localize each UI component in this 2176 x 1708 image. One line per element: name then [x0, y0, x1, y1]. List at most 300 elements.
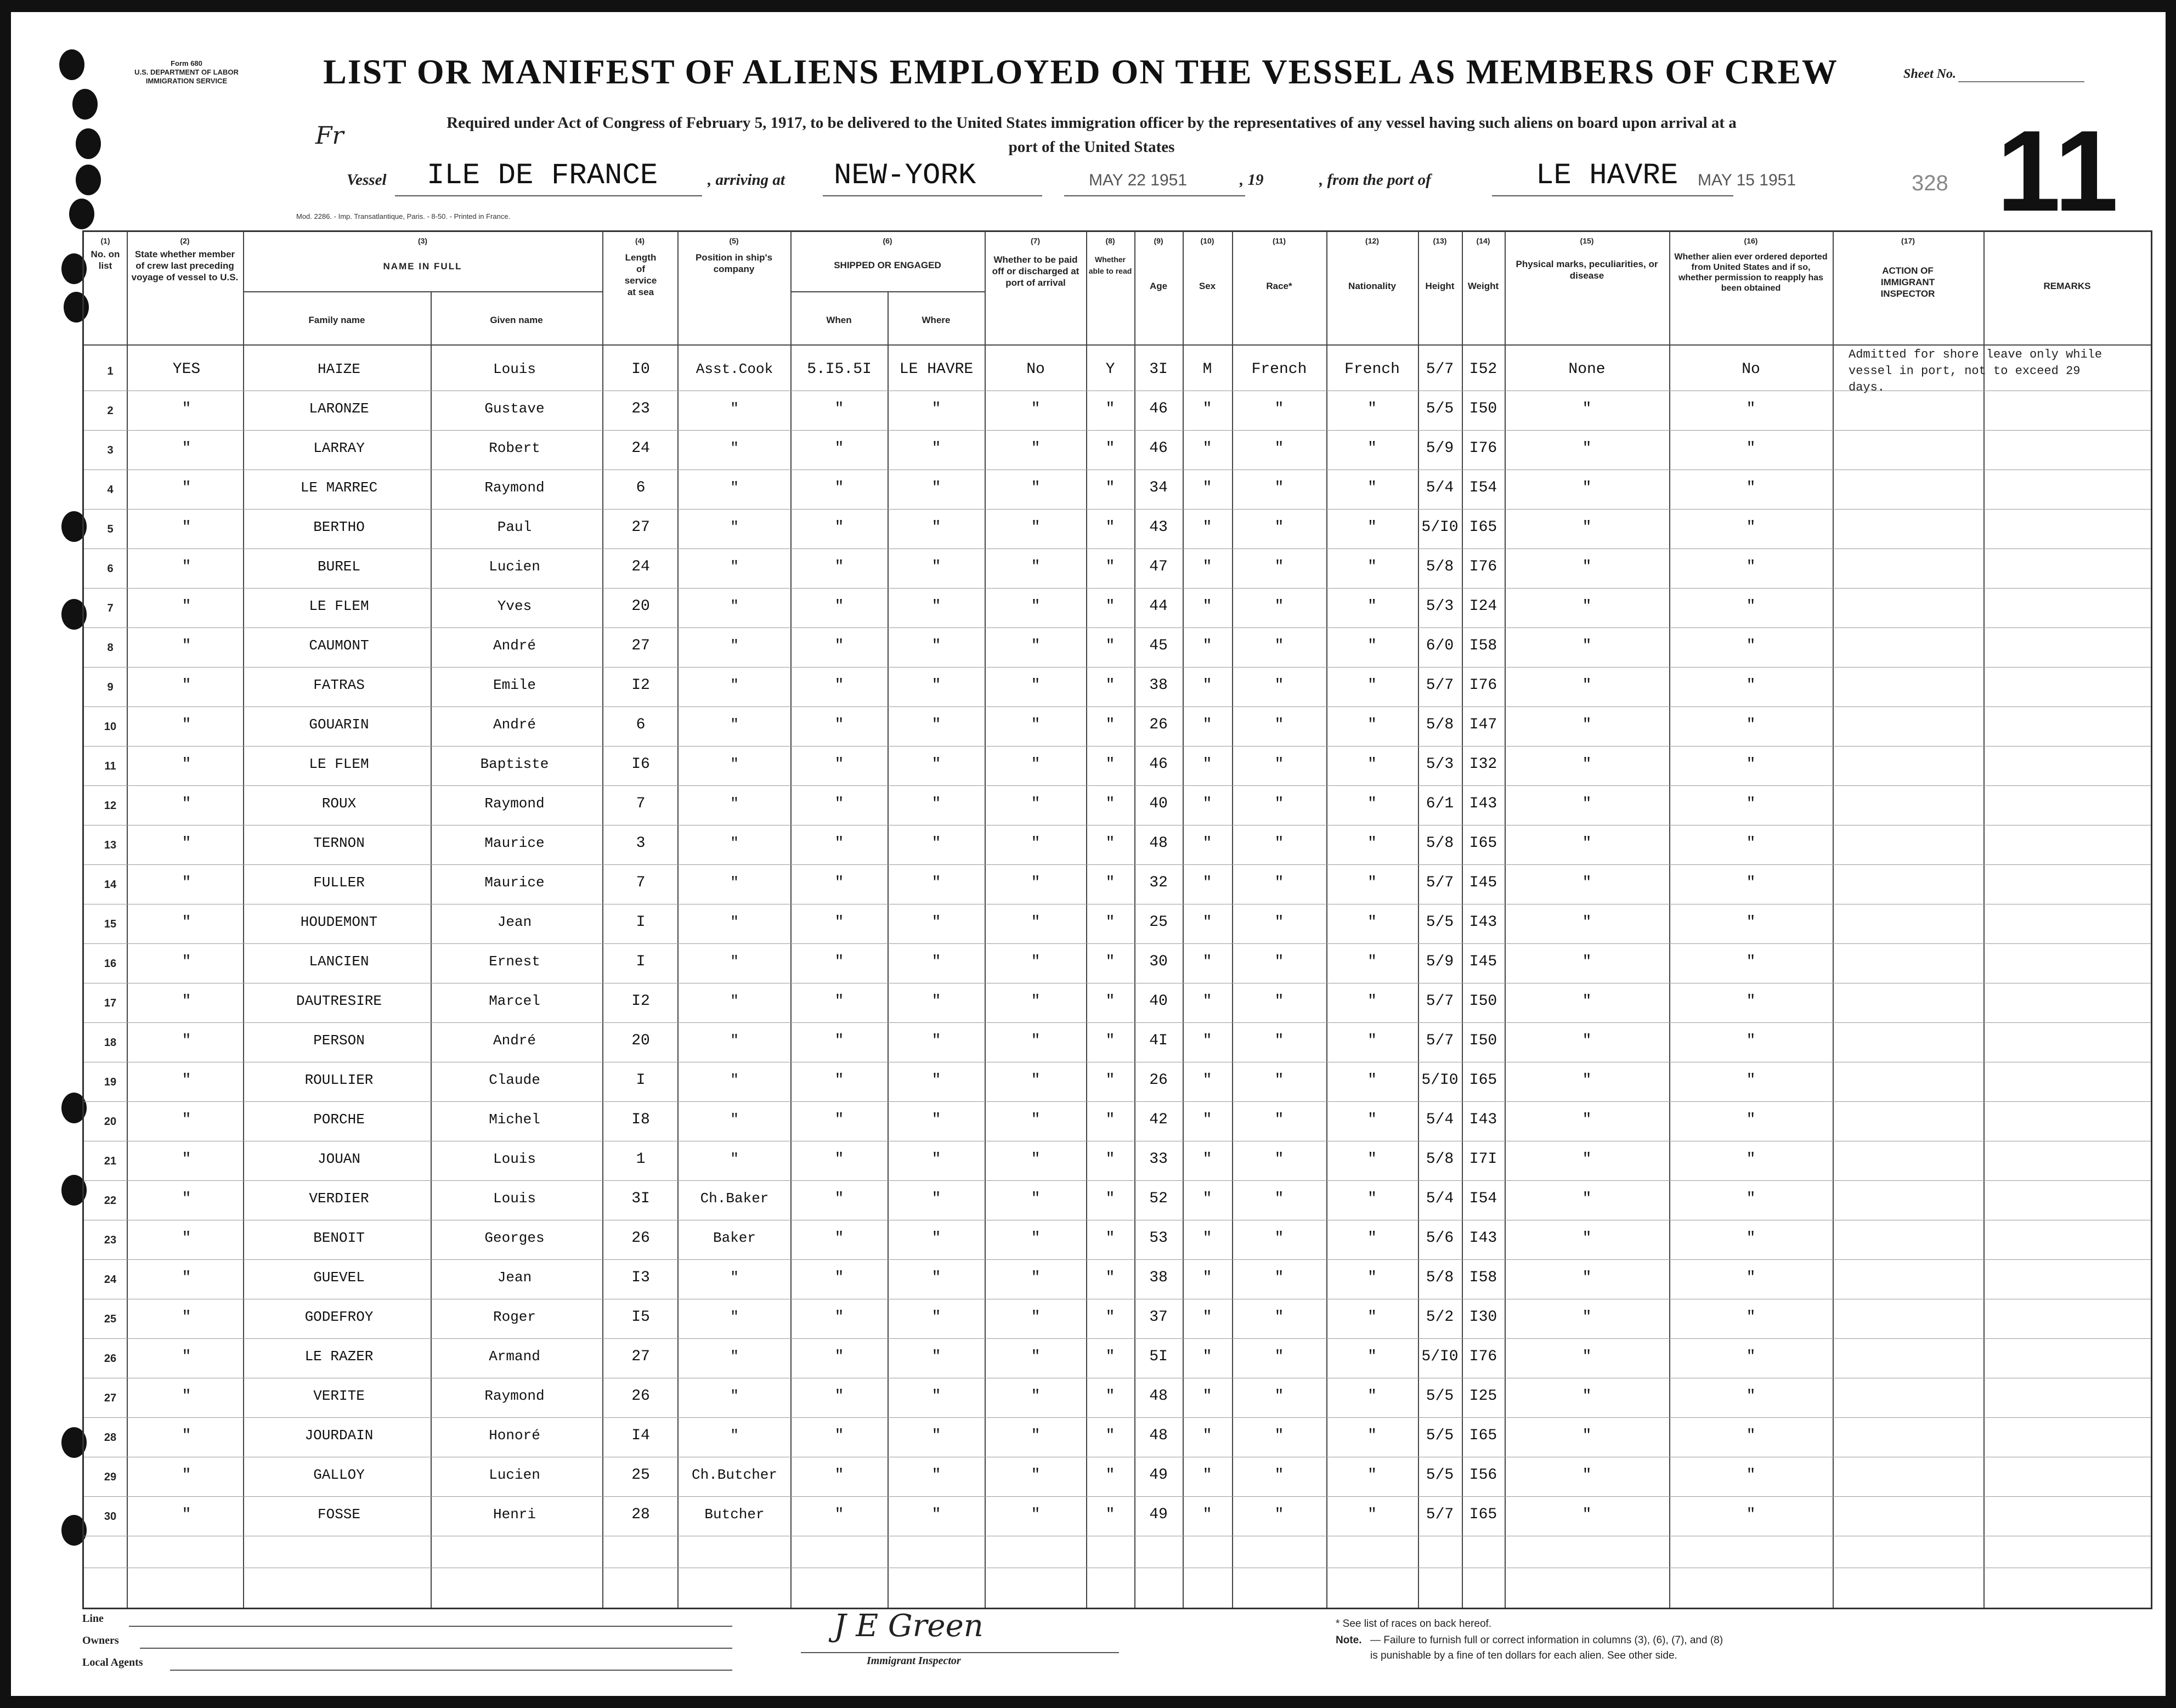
- height-cell: 5/9: [1426, 440, 1454, 457]
- height-cell: 5/I0: [1421, 519, 1459, 536]
- service-cell: I3: [631, 1269, 650, 1286]
- given-name-cell: André: [493, 637, 536, 654]
- position-cell: ": [730, 1072, 739, 1088]
- row-number-cell: 11: [104, 760, 116, 772]
- deported-cell: ": [1746, 1032, 1756, 1049]
- age-cell: 38: [1149, 1269, 1168, 1286]
- given-name-cell: Honoré: [489, 1427, 540, 1444]
- height-cell: 5/3: [1426, 598, 1454, 615]
- header-bottom-rule: [84, 344, 2151, 346]
- weight-cell: I65: [1469, 1427, 1497, 1444]
- nationality-cell: ": [1367, 914, 1377, 931]
- paid-off-cell: ": [1031, 1032, 1041, 1049]
- race-cell: ": [1274, 1230, 1284, 1247]
- service-cell: 25: [631, 1467, 650, 1484]
- sex-cell: ": [1202, 1151, 1212, 1168]
- family-name-cell: LANCIEN: [309, 953, 369, 970]
- sex-cell: M: [1202, 361, 1212, 378]
- sex-cell: ": [1202, 795, 1212, 812]
- position-cell: ": [730, 1032, 739, 1049]
- read-cell: ": [1105, 1072, 1115, 1089]
- read-cell: ": [1105, 637, 1115, 654]
- prev-voyage-cell: ": [182, 479, 191, 496]
- row-number-cell: 22: [104, 1195, 117, 1207]
- race-cell: ": [1274, 953, 1284, 970]
- physical-marks-cell: None: [1568, 361, 1606, 378]
- punch-hole: [76, 165, 101, 195]
- shipped-when-cell: ": [834, 953, 844, 970]
- col-num-7: (7): [1030, 236, 1041, 245]
- physical-marks-cell: ": [1582, 440, 1592, 457]
- paid-off-cell: ": [1031, 519, 1041, 536]
- service-cell: 27: [631, 1348, 650, 1365]
- col-head-height: Height: [1425, 281, 1455, 291]
- given-name-cell: André: [493, 1032, 536, 1049]
- height-cell: 5/7: [1426, 361, 1454, 378]
- col-num-10: (10): [1200, 236, 1214, 245]
- race-cell: ": [1274, 1388, 1284, 1405]
- shipped-when-cell: ": [834, 1309, 844, 1326]
- race-cell: ": [1274, 1269, 1284, 1286]
- service-cell: I: [636, 953, 646, 970]
- row-rule: [84, 548, 2151, 549]
- family-name-cell: LARONZE: [309, 400, 369, 417]
- position-cell: ": [730, 1427, 739, 1444]
- read-cell: ": [1105, 1151, 1115, 1168]
- height-cell: 5/5: [1426, 400, 1454, 417]
- read-cell: ": [1105, 1190, 1115, 1207]
- weight-cell: I50: [1469, 993, 1497, 1010]
- sex-cell: ": [1202, 756, 1212, 773]
- age-cell: 48: [1149, 835, 1168, 852]
- row-number-cell: 27: [104, 1392, 117, 1404]
- physical-marks-cell: ": [1582, 1388, 1592, 1405]
- family-name-cell: GODEFROY: [304, 1309, 374, 1325]
- sex-cell: ": [1202, 637, 1212, 654]
- age-cell: 38: [1149, 677, 1168, 694]
- prev-voyage-cell: ": [182, 914, 191, 931]
- deported-cell: ": [1746, 1190, 1756, 1207]
- height-cell: 5/5: [1426, 1467, 1454, 1484]
- nationality-cell: ": [1367, 1190, 1377, 1207]
- family-name-cell: VERDIER: [309, 1190, 369, 1207]
- physical-marks-cell: ": [1582, 914, 1592, 931]
- race-cell: ": [1274, 1032, 1284, 1049]
- prev-voyage-cell: ": [182, 1309, 191, 1326]
- col-num-2: (2): [180, 236, 190, 245]
- name-subheader-rule: [243, 291, 602, 292]
- shipped-when-cell: ": [834, 1269, 844, 1286]
- service-cell: I: [636, 914, 646, 931]
- race-cell: ": [1274, 1427, 1284, 1444]
- physical-marks-cell: ": [1582, 1111, 1592, 1128]
- row-number-cell: 6: [107, 563, 114, 575]
- column-rule: [431, 291, 432, 1608]
- shipped-where-cell: ": [931, 1388, 941, 1405]
- age-cell: 45: [1149, 637, 1168, 654]
- weight-cell: I24: [1469, 598, 1497, 615]
- shipped-when-cell: ": [834, 1348, 844, 1365]
- read-cell: ": [1105, 677, 1115, 694]
- prev-voyage-cell: ": [182, 400, 191, 417]
- given-name-cell: Maurice: [484, 874, 545, 891]
- line-underline: [129, 1626, 732, 1627]
- shipped-when-cell: ": [834, 1230, 844, 1247]
- prev-voyage-cell: ": [182, 637, 191, 654]
- shipped-where-cell: ": [931, 1032, 941, 1049]
- manifest-title: LIST OR MANIFEST OF ALIENS EMPLOYED ON THE VESSEL AS MEMBERS OF CREW: [323, 52, 1838, 91]
- shipped-where-cell: ": [931, 1427, 941, 1444]
- shipped-when-cell: ": [834, 1111, 844, 1128]
- height-cell: 5/5: [1426, 1388, 1454, 1405]
- shipped-where-cell: ": [931, 874, 941, 891]
- arriving-port: NEW-YORK: [834, 159, 976, 193]
- form-number: Form 680: [171, 59, 202, 67]
- position-cell: ": [730, 1151, 739, 1167]
- year-label: , 19: [1240, 171, 1264, 189]
- physical-marks-cell: ": [1582, 1151, 1592, 1168]
- row-number-cell: 7: [107, 602, 114, 614]
- race-cell: ": [1274, 1506, 1284, 1523]
- age-cell: 26: [1149, 1072, 1168, 1089]
- height-cell: 5/4: [1426, 479, 1454, 496]
- race-cell: ": [1274, 1111, 1284, 1128]
- given-name-cell: Marcel: [489, 993, 540, 1009]
- row-rule: [84, 509, 2151, 510]
- paid-off-cell: ": [1031, 479, 1041, 496]
- row-number-cell: 23: [104, 1234, 117, 1246]
- nationality-cell: ": [1367, 1032, 1377, 1049]
- read-cell: Y: [1105, 361, 1115, 378]
- owners-underline: [140, 1648, 732, 1649]
- col-num-8: (8): [1105, 236, 1115, 245]
- sex-cell: ": [1202, 716, 1212, 733]
- weight-cell: I43: [1469, 914, 1497, 931]
- row-rule: [84, 627, 2151, 628]
- col-head-inspector-action: ACTION OF IMMIGRANT INSPECTOR: [1880, 265, 1935, 299]
- paid-off-cell: ": [1031, 756, 1041, 773]
- read-cell: ": [1105, 558, 1115, 575]
- physical-marks-cell: ": [1582, 1269, 1592, 1286]
- given-name-cell: Raymond: [484, 479, 545, 496]
- sex-cell: ": [1202, 1506, 1212, 1523]
- age-cell: 46: [1149, 400, 1168, 417]
- paid-off-cell: ": [1031, 953, 1041, 970]
- position-cell: Butcher: [704, 1506, 765, 1523]
- col-num-4: (4): [635, 236, 645, 245]
- prev-voyage-cell: ": [182, 677, 191, 694]
- nationality-cell: ": [1367, 479, 1377, 496]
- shipped-when-cell: ": [834, 677, 844, 694]
- col-num-1: (1): [100, 236, 110, 245]
- shipped-when-cell: ": [834, 1151, 844, 1168]
- departure-date-stamp: MAY 15 1951: [1698, 171, 1796, 189]
- age-cell: 33: [1149, 1151, 1168, 1168]
- shipped-when-cell: ": [834, 756, 844, 773]
- height-cell: 6/0: [1426, 637, 1454, 654]
- position-cell: ": [730, 756, 739, 772]
- deported-cell: ": [1746, 1309, 1756, 1326]
- read-cell: ": [1105, 874, 1115, 891]
- vessel-underline: [395, 195, 702, 196]
- weight-cell: I45: [1469, 874, 1497, 891]
- height-cell: 5/6: [1426, 1230, 1454, 1247]
- column-rule: [127, 232, 128, 1608]
- weight-cell: I54: [1469, 1190, 1497, 1207]
- family-name-cell: FATRAS: [313, 677, 365, 693]
- given-name-cell: Jean: [497, 914, 532, 930]
- race-cell: ": [1274, 519, 1284, 536]
- physical-marks-cell: ": [1582, 795, 1592, 812]
- prev-voyage-cell: ": [182, 1388, 191, 1405]
- deported-cell: ": [1746, 1427, 1756, 1444]
- race-cell: ": [1274, 598, 1284, 615]
- prev-voyage-cell: ": [182, 1467, 191, 1484]
- given-name-cell: Raymond: [484, 1388, 545, 1404]
- punch-hole: [69, 199, 94, 229]
- race-cell: ": [1274, 1348, 1284, 1365]
- shipped-when-cell: ": [834, 479, 844, 496]
- service-cell: 6: [636, 479, 646, 496]
- given-name-cell: Gustave: [484, 400, 545, 417]
- weight-cell: I50: [1469, 400, 1497, 417]
- row-rule: [84, 667, 2151, 668]
- family-name-cell: PORCHE: [313, 1111, 365, 1128]
- paid-off-cell: ": [1031, 716, 1041, 733]
- row-number-cell: 28: [104, 1432, 117, 1444]
- col-head-age: Age: [1149, 281, 1168, 291]
- row-rule: [84, 1338, 2151, 1339]
- read-cell: ": [1105, 400, 1115, 417]
- read-cell: ": [1105, 479, 1115, 496]
- given-name-cell: Claude: [489, 1072, 540, 1088]
- position-cell: ": [730, 795, 739, 812]
- sex-cell: ": [1202, 598, 1212, 615]
- deported-cell: ": [1746, 677, 1756, 694]
- from-port-label: , from the port of: [1319, 171, 1431, 189]
- shipped-where-cell: ": [931, 993, 941, 1010]
- row-rule: [84, 1022, 2151, 1023]
- given-name-cell: Roger: [493, 1309, 536, 1325]
- row-number-cell: 25: [104, 1313, 117, 1325]
- nationality-cell: ": [1367, 1388, 1377, 1405]
- paid-off-cell: ": [1031, 637, 1041, 654]
- punch-hole: [72, 89, 98, 120]
- read-cell: ": [1105, 1427, 1115, 1444]
- shipped-where-cell: ": [931, 914, 941, 931]
- prev-voyage-cell: ": [182, 440, 191, 457]
- family-name-cell: BENOIT: [313, 1230, 365, 1246]
- deported-cell: ": [1746, 1467, 1756, 1484]
- deported-cell: ": [1746, 914, 1756, 931]
- given-name-cell: Michel: [489, 1111, 540, 1128]
- family-name-cell: LE MARREC: [300, 479, 378, 496]
- family-name-cell: PERSON: [313, 1032, 365, 1049]
- given-name-cell: André: [493, 716, 536, 733]
- row-rule: [84, 1417, 2151, 1418]
- remarks-note: Admitted for shore leave only while vessel in port, not to exceed 29 days.: [1849, 348, 2102, 394]
- read-cell: ": [1105, 1230, 1115, 1247]
- height-cell: 5/9: [1426, 953, 1454, 970]
- position-cell: ": [730, 440, 739, 456]
- service-cell: 26: [631, 1230, 650, 1247]
- col-head-position: Position in ship's company: [695, 252, 773, 274]
- age-cell: 40: [1149, 795, 1168, 812]
- age-cell: 47: [1149, 558, 1168, 575]
- department-name: U.S. DEPARTMENT OF LABOR: [134, 68, 239, 76]
- service-cell: I: [636, 1072, 646, 1089]
- prev-voyage-cell: ": [182, 1269, 191, 1286]
- weight-cell: I30: [1469, 1309, 1497, 1326]
- paid-off-cell: ": [1031, 874, 1041, 891]
- shipped-when-cell: ": [834, 1506, 844, 1523]
- col-head-read: Whether able to read: [1088, 255, 1132, 275]
- prev-voyage-cell: ": [182, 598, 191, 615]
- shipped-when-cell: ": [834, 795, 844, 812]
- sex-cell: ": [1202, 1388, 1212, 1405]
- col-head-nationality: Nationality: [1348, 281, 1396, 291]
- shipped-where-cell: ": [931, 1072, 941, 1089]
- nationality-cell: French: [1344, 361, 1400, 378]
- position-cell: ": [730, 914, 739, 930]
- agents-underline: [170, 1670, 732, 1671]
- position-cell: ": [730, 874, 739, 891]
- shipped-where-cell: ": [931, 1111, 941, 1128]
- col-num-11: (11): [1272, 236, 1286, 245]
- paid-off-cell: ": [1031, 677, 1041, 694]
- age-cell: 34: [1149, 479, 1168, 496]
- height-cell: 6/1: [1426, 795, 1454, 812]
- nationality-cell: ": [1367, 598, 1377, 615]
- physical-marks-cell: ": [1582, 953, 1592, 970]
- family-name-cell: LARRAY: [313, 440, 365, 456]
- race-cell: ": [1274, 1309, 1284, 1326]
- shipped-when-cell: ": [834, 1032, 844, 1049]
- col-num-3: (3): [417, 236, 428, 245]
- family-name-cell: JOUAN: [317, 1151, 360, 1167]
- height-cell: 5/3: [1426, 756, 1454, 773]
- shipped-where-cell: ": [931, 440, 941, 457]
- position-cell: ": [730, 1388, 739, 1404]
- given-name-cell: Louis: [493, 361, 536, 377]
- given-name-cell: Robert: [489, 440, 540, 456]
- row-number-cell: 2: [107, 405, 114, 417]
- race-cell: ": [1274, 440, 1284, 457]
- given-name-cell: Maurice: [484, 835, 545, 851]
- shipped-when-cell: ": [834, 993, 844, 1010]
- row-number-cell: 13: [104, 839, 117, 851]
- weight-cell: I52: [1469, 361, 1497, 378]
- nationality-cell: ": [1367, 1348, 1377, 1365]
- nationality-cell: ": [1367, 993, 1377, 1010]
- family-name-cell: HOUDEMONT: [300, 914, 378, 930]
- position-cell: ": [730, 479, 739, 496]
- deported-cell: ": [1746, 953, 1756, 970]
- shipped-where-cell: ": [931, 835, 941, 852]
- age-cell: 46: [1149, 756, 1168, 773]
- prev-voyage-cell: ": [182, 953, 191, 970]
- nationality-cell: ": [1367, 716, 1377, 733]
- manifest-sheet: [11, 12, 2166, 1696]
- height-cell: 5/8: [1426, 835, 1454, 852]
- row-rule: [84, 864, 2151, 865]
- sex-cell: ": [1202, 1032, 1212, 1049]
- col-head-when: When: [826, 315, 852, 325]
- weight-cell: I43: [1469, 795, 1497, 812]
- row-number-cell: 5: [107, 523, 114, 535]
- service-cell: 28: [631, 1506, 650, 1523]
- prev-voyage-cell: ": [182, 1072, 191, 1089]
- position-cell: ": [730, 953, 739, 970]
- physical-marks-cell: ": [1582, 1032, 1592, 1049]
- height-cell: 5/7: [1426, 677, 1454, 694]
- shipped-where-cell: ": [931, 558, 941, 575]
- weight-cell: I32: [1469, 756, 1497, 773]
- subtitle-line-2: port of the United States: [1008, 138, 1175, 156]
- service-cell: 20: [631, 598, 650, 615]
- race-cell: ": [1274, 874, 1284, 891]
- sex-cell: ": [1202, 914, 1212, 931]
- physical-marks-cell: ": [1582, 1467, 1592, 1484]
- weight-cell: I7I: [1469, 1151, 1497, 1168]
- nationality-cell: ": [1367, 1269, 1377, 1286]
- paid-off-cell: ": [1031, 1388, 1041, 1405]
- prev-voyage-cell: ": [182, 716, 191, 733]
- weight-cell: I76: [1469, 1348, 1497, 1365]
- service-cell: 1: [636, 1151, 646, 1168]
- age-cell: 44: [1149, 598, 1168, 615]
- height-cell: 5/5: [1426, 1427, 1454, 1444]
- service-cell: I0: [631, 361, 650, 378]
- col-head-prev-voyage: State whether member of crew last preceding voyage of vessel to U.S.: [131, 249, 239, 282]
- handwritten-mark: Fr: [315, 122, 344, 150]
- deported-cell: ": [1746, 1388, 1756, 1405]
- family-name-cell: LE FLEM: [309, 756, 369, 772]
- shipped-when-cell: ": [834, 1388, 844, 1405]
- column-rule: [602, 232, 603, 1608]
- given-name-cell: Armand: [489, 1348, 540, 1365]
- service-cell: 6: [636, 716, 646, 733]
- sex-cell: ": [1202, 479, 1212, 496]
- position-cell: ": [730, 637, 739, 654]
- shipped-where-cell: ": [931, 1230, 941, 1247]
- col-head-given-name: Given name: [490, 315, 543, 325]
- age-cell: 26: [1149, 716, 1168, 733]
- weight-cell: I25: [1469, 1388, 1497, 1405]
- physical-marks-cell: ": [1582, 558, 1592, 575]
- shipped-where-cell: ": [931, 1506, 941, 1523]
- given-name-cell: Lucien: [489, 558, 540, 575]
- position-cell: ": [730, 400, 739, 417]
- age-cell: 53: [1149, 1230, 1168, 1247]
- deported-cell: ": [1746, 795, 1756, 812]
- weight-cell: I43: [1469, 1111, 1497, 1128]
- sex-cell: ": [1202, 1467, 1212, 1484]
- race-cell: ": [1274, 400, 1284, 417]
- physical-marks-cell: ": [1582, 874, 1592, 891]
- punch-hole: [59, 49, 84, 80]
- family-name-cell: CAUMONT: [309, 637, 369, 654]
- prev-voyage-cell: ": [182, 1032, 191, 1049]
- col-num-9: (9): [1154, 236, 1163, 245]
- col-head-physical-marks: Physical marks, peculiarities, or disease: [1516, 259, 1658, 281]
- list-number: 11: [1997, 106, 2118, 235]
- service-cell: I2: [631, 677, 650, 694]
- weight-cell: I50: [1469, 1032, 1497, 1049]
- column-rule: [243, 232, 244, 1608]
- col-num-16: (16): [1744, 236, 1758, 245]
- read-cell: ": [1105, 1348, 1115, 1365]
